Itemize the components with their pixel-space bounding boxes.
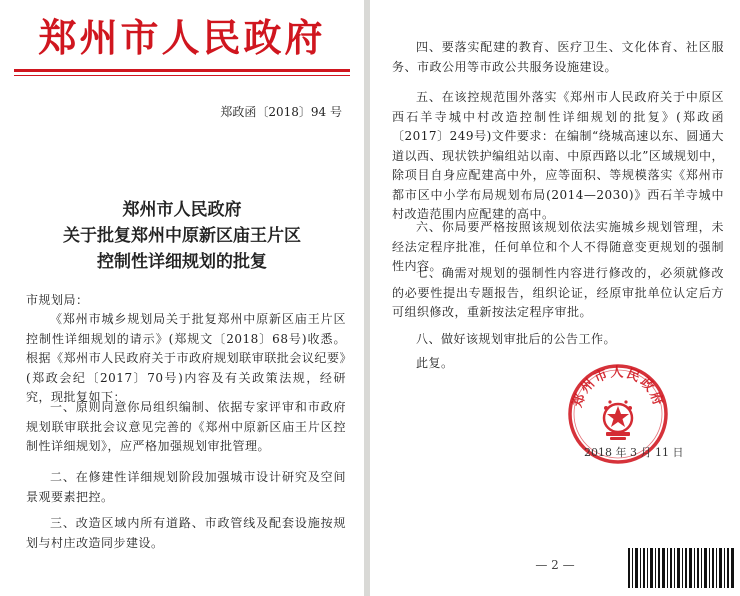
letterhead-title: 郑州市人民政府 bbox=[38, 16, 326, 60]
right-page bbox=[370, 0, 740, 596]
document-title-line-2: 关于批复郑州中原新区庙王片区 bbox=[63, 226, 301, 246]
body-paragraph-item-7: 七、确需对规划的强制性内容进行修改的，必须就修改的必要性提出专题报告，组织论证，经原审批单位认定后方可组织修改，重新按法定程序审批。 bbox=[392, 266, 724, 319]
closing-line: 此复。 bbox=[416, 356, 454, 370]
body-paragraph-item-1: 一、原则同意你局组织编制、依据专家评审和市政府规划联审联批会议意见完善的《郑州中原新区庙王片区控制性详细规划》，应严格加强规划审批管理。 bbox=[26, 400, 346, 453]
svg-text:郑州市人民政府: 郑州市人民政府 bbox=[570, 365, 666, 410]
barcode-stamp bbox=[625, 545, 737, 591]
document-title-line-1: 郑州市人民政府 bbox=[122, 200, 242, 220]
left-page bbox=[0, 0, 364, 596]
body-paragraph-item-4: 四、要落实配建的教育、医疗卫生、文化体育、社区服务、市政公用等市政公共服务设施建设。 bbox=[392, 40, 724, 74]
letterhead-thick-rule bbox=[14, 69, 350, 72]
body-paragraph-item-8: 八、做好该规划审批后的公告工作。 bbox=[416, 332, 617, 346]
body-paragraph-item-3: 三、改造区域内所有道路、市政管线及配套设施按规划与村庄改造同步建设。 bbox=[26, 516, 346, 550]
body-paragraph-item-5: 五、在该控规范围外落实《郑州市人民政府关于中原区西石羊寺城中村改造控制性详细规划的批复》(郑政函〔2017〕249号)文件要求：在编制“绕城高速以东、圆通大道以西、现状铁护编组站以南、中原西路以北”区域规划中，除项目自身应配建高中外，应等面积、等规模落实《郑州市都市区中小学布局规划布局(2014—2030)》西石羊寺城中村改造范围内应配建的高中。 bbox=[392, 90, 724, 221]
body-paragraph-item-6: 六、你局要严格按照该规划依法实施城乡规划管理，未经法定程序批准，任何单位和个人不得随意变更规划的强制性内容。 bbox=[392, 220, 724, 273]
body-paragraph-intro: 《郑州市城乡规划局关于批复郑州中原新区庙王片区控制性详细规划的请示》(郑规文〔2018〕68号)收悉。根据《郑州市人民政府关于市政府规划联审联批会议纪要》(郑政会纪〔2017〕70号)内容及有关政策法规，经研究，现批复如下： bbox=[26, 312, 346, 404]
letterhead-thin-rule bbox=[14, 75, 350, 76]
issue-date: 2018 年 3 月 11 日 bbox=[584, 446, 684, 459]
document-number: 郑政函〔2018〕94 号 bbox=[220, 105, 342, 119]
body-paragraph-item-2: 二、在修建性详细规划阶段加强城市设计研究及空间景观要素把控。 bbox=[26, 470, 346, 504]
addressee: 市规划局： bbox=[26, 293, 89, 307]
document-title-line-3: 控制性详细规划的批复 bbox=[97, 252, 267, 272]
page-number: — 2 — bbox=[535, 558, 575, 572]
